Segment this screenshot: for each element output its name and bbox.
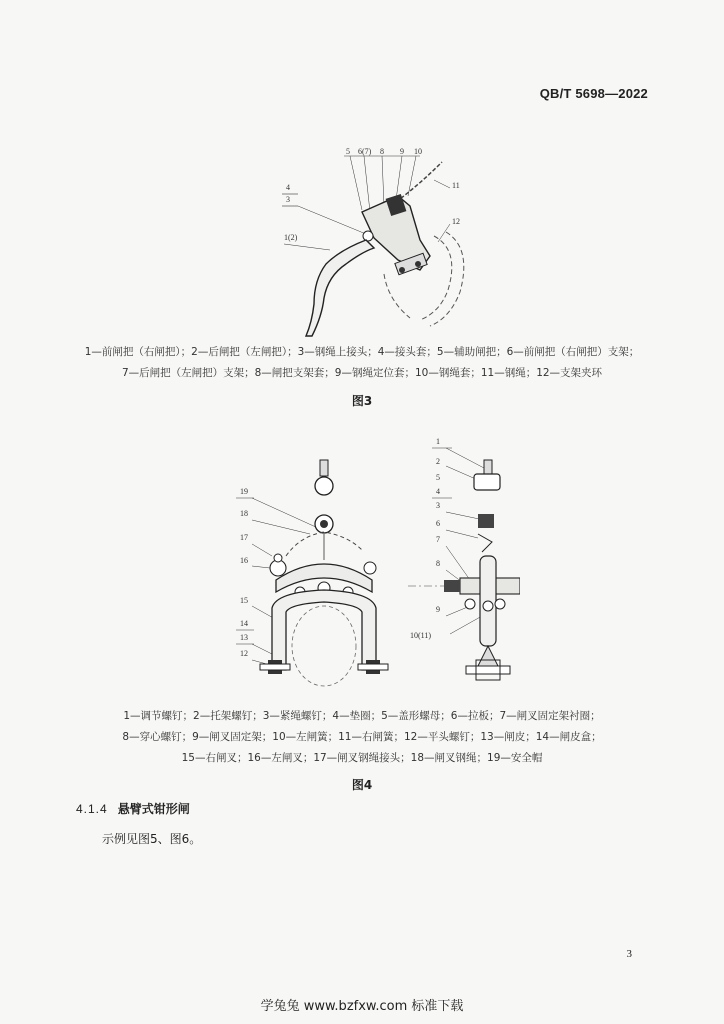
- fig4-label-17: 17: [240, 533, 248, 542]
- fig4-label-9: 9: [436, 605, 440, 614]
- section-body-text: 示例见图5、图6。: [102, 832, 202, 846]
- figure-4-caption-line-2: 8—穿心螺钉；9—闸叉固定架；10—左闸簧；11—右闸簧；12—平头螺钉；13—闸皮；14—闸皮盒；: [122, 731, 602, 743]
- standard-code: QB/T 5698—2022: [539, 86, 648, 101]
- fig3-label-4: 4: [286, 183, 290, 192]
- section-title: 悬臂式钳形闸: [117, 802, 190, 816]
- fig3-label-3: 3: [286, 195, 290, 204]
- figure-4-drawing: [230, 430, 520, 700]
- fig4-label-4: 4: [436, 487, 440, 496]
- figure-3-title: 图3: [351, 394, 373, 408]
- fig3-label-12: 12: [452, 217, 460, 226]
- figure-3-caption-line-1: 1—前闸把（右闸把）；2—后闸把（左闸把）；3—钢绳上接头；4—接头套；5—辅助闸把；6—前闸把（右闸把）支架；: [84, 346, 640, 358]
- fig3-label-10: 10: [414, 147, 422, 156]
- section-number: 4.1.4: [76, 802, 108, 816]
- fig3-label-1-2: 1(2): [284, 233, 298, 242]
- footer-watermark: 学兔兔 www.bzfxw.com 标准下载: [260, 999, 464, 1014]
- fig3-label-5: 5: [346, 147, 350, 156]
- figure-4-title: 图4: [351, 778, 373, 792]
- fig4-label-3: 3: [436, 501, 440, 510]
- fig4-label-6: 6: [436, 519, 440, 528]
- fig4-label-5: 5: [436, 473, 440, 482]
- fig4-label-2: 2: [436, 457, 440, 466]
- figure-3-caption: [0, 342, 724, 384]
- fig4-label-16: 16: [240, 556, 248, 565]
- fig4-label-15: 15: [240, 596, 248, 605]
- figure-4-caption-line-3: 15—右闸叉；16—左闸叉；17—闸叉钢绳接头；18—闸叉钢绳；19—安全帽: [181, 752, 543, 764]
- fig3-label-6-7: 6(7): [358, 147, 372, 156]
- fig4-label-1: 1: [436, 437, 440, 446]
- fig4-label-18: 18: [240, 509, 248, 518]
- fig4-label-12: 12: [240, 649, 248, 658]
- fig4-label-8: 8: [436, 559, 440, 568]
- fig4-label-19: 19: [240, 487, 248, 496]
- fig4-label-14: 14: [240, 619, 248, 628]
- fig3-label-11: 11: [452, 181, 460, 190]
- figure-3-drawing: [270, 140, 480, 340]
- fig3-label-9: 9: [400, 147, 404, 156]
- figure-4-caption-line-1: 1—调节螺钉；2—托架螺钉；3—紧绳螺钉；4—垫圈；5—盖形螺母；6—拉板；7—闸叉固定架衬圈；: [123, 710, 601, 722]
- page-number: 3: [626, 948, 632, 960]
- fig4-label-10-11: 10(11): [410, 631, 432, 640]
- fig4-label-7: 7: [436, 535, 440, 544]
- fig3-label-8: 8: [380, 147, 384, 156]
- fig4-label-13: 13: [240, 633, 248, 642]
- section-heading: [76, 800, 190, 817]
- figure-4-caption: [0, 706, 724, 769]
- figure-3-caption-line-2: 7—后闸把（左闸把）支架；8—闸把支架套；9—钢绳定位套；10—钢绳套；11—钢绳；12—支架夹环: [121, 367, 603, 379]
